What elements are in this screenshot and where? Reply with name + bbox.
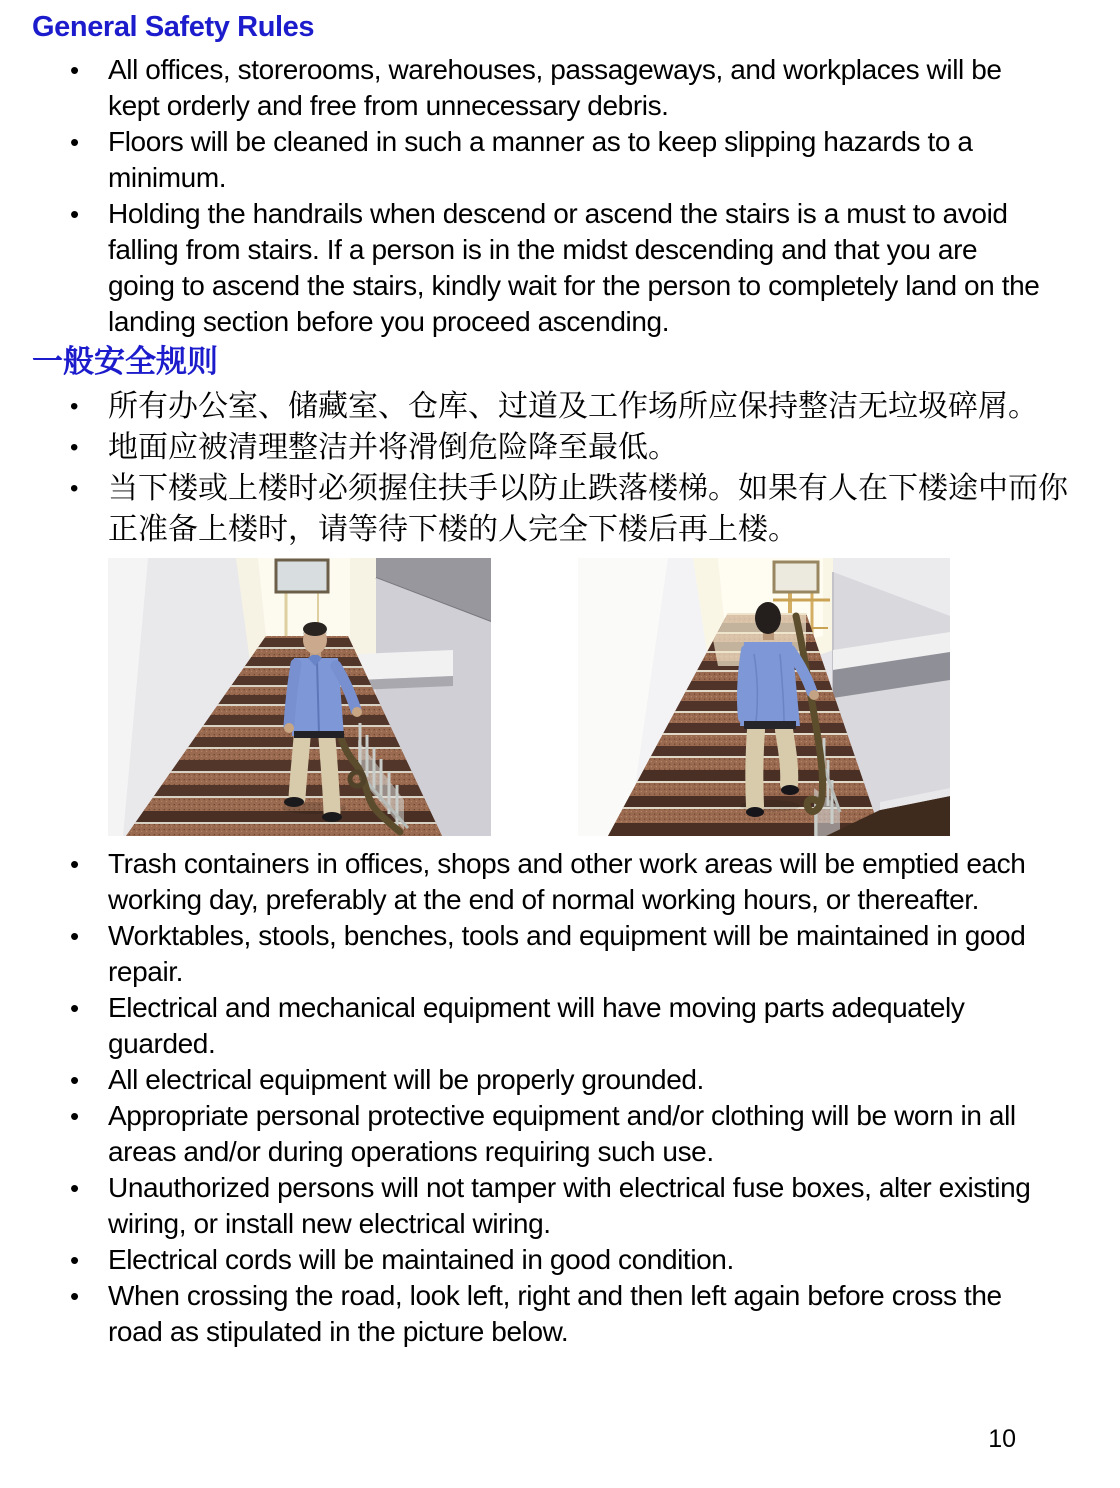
- photo-man-descending-stairs: [108, 558, 491, 836]
- rule-text: Worktables, stools, benches, tools and equipment will be maintained in good repair.: [108, 920, 1026, 987]
- rule-item: [32, 846, 1080, 918]
- bullet-marker: •: [70, 1173, 80, 1203]
- rule-item: [32, 52, 1080, 124]
- rules-list-chinese: [32, 386, 1080, 550]
- rule-text: Unauthorized persons will not tamper with electrical fuse boxes, alter existing wiring, or install new electrical wiring.: [108, 1172, 1031, 1239]
- rule-text: Electrical cords will be maintained in good condition.: [108, 1244, 734, 1275]
- rule-item: [32, 918, 1080, 990]
- shoe: [781, 785, 799, 795]
- pants-leg: [754, 730, 756, 806]
- rules-list-english-2: [32, 846, 1080, 1350]
- rule-text: Electrical and mechanical equipment will have moving parts adequately guarded.: [108, 992, 965, 1059]
- bullet-marker: •: [70, 475, 79, 502]
- rule-item: [32, 1062, 1080, 1098]
- section-title-chinese: 一般安全规则: [32, 344, 218, 379]
- rule-text: When crossing the road, look left, right and then left again before cross the road as stipulated in the picture below.: [108, 1280, 1002, 1347]
- bullet-marker: •: [70, 199, 80, 229]
- rule-item: [32, 1278, 1080, 1350]
- rule-item: [32, 124, 1080, 196]
- rules-list-english-1: [32, 52, 1080, 340]
- pants-leg: [297, 738, 302, 798]
- rule-text: 当下楼或上楼时必须握住扶手以防止跌落楼梯。如果有人在下楼途中而你正准备上楼时，请等待下楼的人完全下楼后再上楼。: [108, 472, 1068, 546]
- hand: [809, 690, 819, 700]
- shoe: [322, 812, 342, 822]
- rule-text: Trash containers in offices, shops and other work areas will be emptied each working day, preferably at the end of normal working hours, or thereafter.: [108, 848, 1026, 915]
- rule-item: [32, 1098, 1080, 1170]
- page-number: 10: [988, 1425, 1016, 1453]
- belt: [294, 731, 344, 738]
- rule-item: [32, 1242, 1080, 1278]
- bullet-marker: •: [70, 849, 80, 879]
- bullet-marker: •: [70, 1245, 80, 1275]
- rule-text: Appropriate personal protective equipment and/or clothing will be worn in all areas and/or during operations requiring such use.: [108, 1100, 1016, 1167]
- pants-leg: [784, 730, 789, 784]
- head-hair: [755, 602, 781, 634]
- hand: [352, 707, 362, 717]
- rule-item: [32, 386, 1080, 427]
- bullet-marker: •: [70, 55, 80, 85]
- photo-man-ascending-stairs: [578, 558, 950, 836]
- arm: [289, 664, 296, 726]
- rule-text: 所有办公室、储藏室、仓库、过道及工作场所应保持整洁无垃圾碎屑。: [108, 390, 1038, 423]
- pants-leg: [327, 738, 332, 812]
- rule-item: [32, 427, 1080, 468]
- arm: [742, 650, 746, 718]
- rule-item: [32, 1170, 1080, 1242]
- rule-item: [32, 468, 1080, 550]
- wall-picture-frame: [276, 560, 328, 592]
- hand: [284, 723, 294, 733]
- rule-text: 地面应被清理整洁并将滑倒危险降至最低。: [108, 431, 678, 464]
- section-title-english: General Safety Rules: [32, 11, 315, 43]
- bullet-marker: •: [70, 921, 80, 951]
- bullet-marker: •: [70, 127, 80, 157]
- rule-text: All offices, storerooms, warehouses, passageways, and workplaces will be kept orderly and free from unnecessary debris.: [108, 54, 1002, 121]
- rule-text: Holding the handrails when descend or ascend the stairs is a must to avoid falling from stairs. If a person is in the midst descending and that you are going to ascend the stairs, kindly wait for the person to completely land on the landing section before you proceed ascending.: [108, 198, 1040, 337]
- belt: [744, 721, 796, 729]
- photo-row: [108, 558, 1080, 836]
- shoe: [284, 797, 304, 807]
- rule-text: All electrical equipment will be properly grounded.: [108, 1064, 704, 1095]
- wall-picture-frame: [774, 562, 818, 592]
- rule-item: [32, 990, 1080, 1062]
- bullet-marker: •: [70, 1281, 80, 1311]
- bullet-marker: •: [70, 1065, 80, 1095]
- shoe: [746, 807, 764, 817]
- bullet-marker: •: [70, 393, 79, 420]
- bullet-marker: •: [70, 1101, 80, 1131]
- bullet-marker: •: [70, 993, 80, 1023]
- rule-item: [32, 196, 1080, 340]
- bullet-marker: •: [70, 434, 79, 461]
- rule-text: Floors will be cleaned in such a manner as to keep slipping hazards to a minimum.: [108, 126, 973, 193]
